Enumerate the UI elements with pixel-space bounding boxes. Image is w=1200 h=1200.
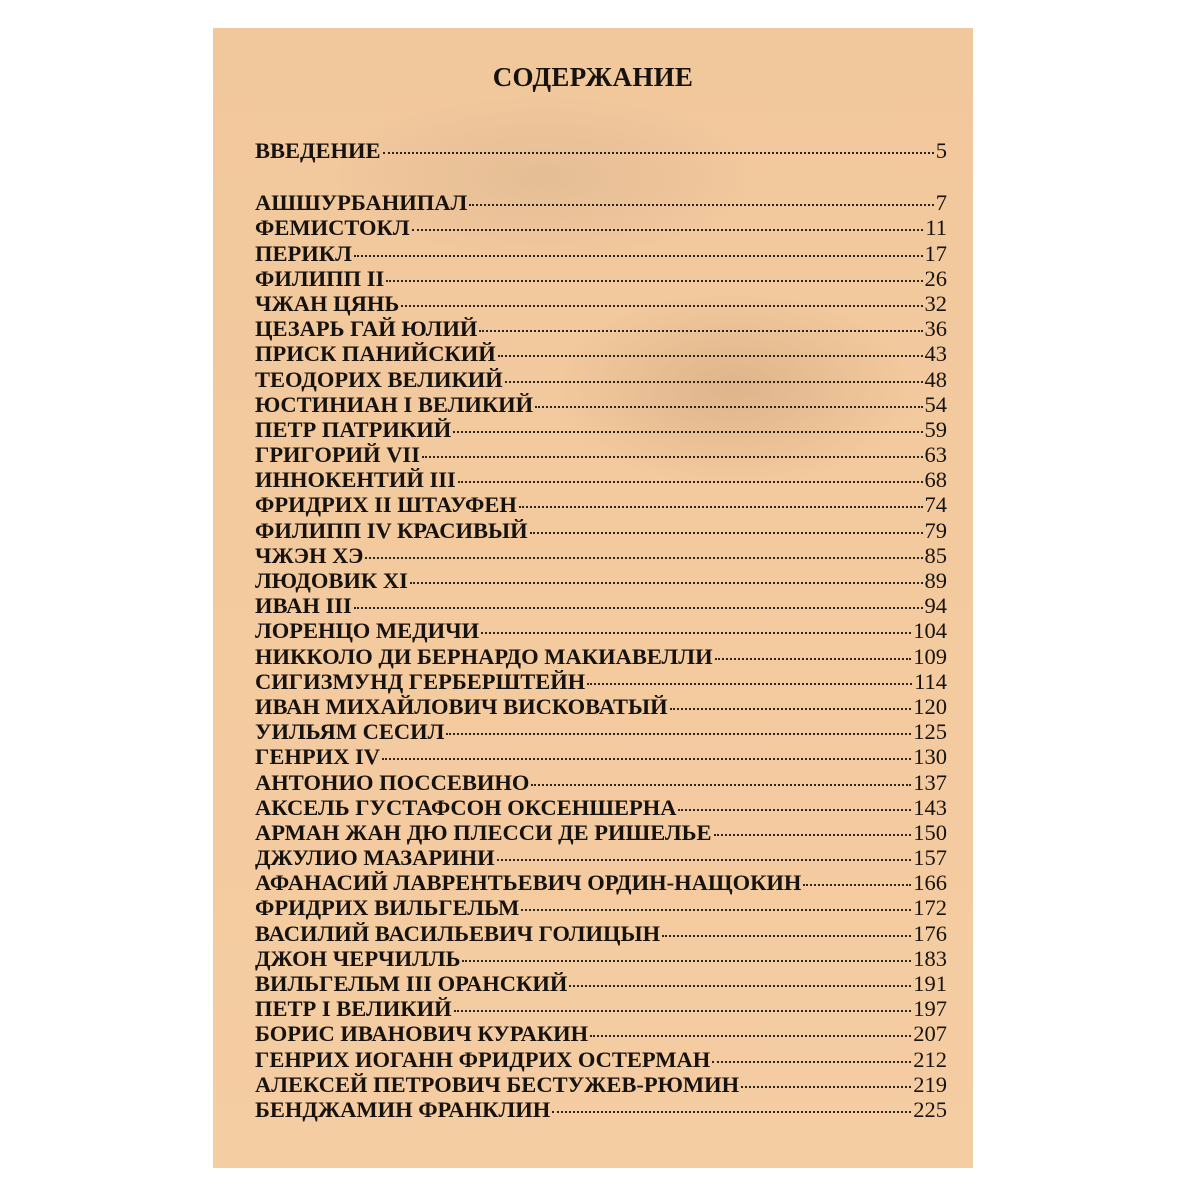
dot-leader (386, 280, 922, 282)
toc-entry-page-number: 63 (924, 442, 947, 468)
toc-entry (255, 870, 947, 895)
toc-entry (255, 593, 947, 618)
page-title: СОДЕРЖАНИЕ (492, 62, 694, 92)
toc-entry-label: АШШУРБАНИПАЛ (255, 190, 468, 216)
toc-entry-label: ФРИДРИХ II ШТАУФЕН (255, 492, 517, 518)
toc-entry (255, 1097, 947, 1122)
toc-entry (255, 795, 947, 820)
toc-entry-label: ИВАН МИХАЙЛОВИЧ ВИСКОВАТЫЙ (255, 693, 668, 719)
toc-entry (255, 467, 947, 492)
toc-entry-label: УИЛЬЯМ СЕСИЛ (255, 719, 445, 745)
toc-entry (255, 241, 947, 266)
dot-leader (412, 229, 924, 231)
dot-leader (715, 658, 912, 660)
toc-entry (255, 845, 947, 870)
toc-entry-page-number: 157 (913, 845, 947, 871)
toc-entry (255, 946, 947, 971)
toc-entry-label: ВИЛЬГЕЛЬМ III ОРАНСКИЙ (255, 971, 568, 996)
toc-entry (255, 442, 947, 467)
toc-entry-page-number: 150 (913, 819, 947, 845)
toc-entry-label: АРМАН ЖАН ДЮ ПЛЕССИ ДЕ РИШЕЛЬЕ (255, 819, 712, 845)
toc-entry-label: АФАНАСИЙ ЛАВРЕНТЬЕВИЧ ОРДИН-НАЩОКИН (255, 870, 802, 896)
dot-leader (497, 859, 912, 861)
toc-entry-page-number: 43 (924, 341, 947, 367)
dot-leader (521, 909, 911, 911)
toc-entry-label: ЮСТИНИАН I ВЕЛИКИЙ (255, 391, 534, 417)
toc-entry-label: НИККОЛО ДИ БЕРНАРДО МАКИАВЕЛЛИ (255, 643, 713, 669)
toc-entry-page-number: 48 (924, 366, 947, 392)
dot-leader (479, 330, 922, 332)
toc-entry-page-number: 74 (924, 492, 947, 518)
toc-entry-page-number: 183 (913, 945, 947, 971)
toc-entry (255, 518, 947, 543)
toc-entry-page-number: 143 (913, 794, 947, 820)
toc-entry-page-number: 120 (913, 693, 947, 719)
toc-entry (255, 1072, 947, 1097)
toc-entry-label: ПЕТР ПАТРИКИЙ (255, 416, 452, 442)
toc-entry-label: АКСЕЛЬ ГУСТАФСОН ОКСЕНШЕРНА (255, 794, 677, 820)
dot-leader (469, 204, 933, 206)
dot-leader (803, 884, 911, 886)
toc-entry-page-number: 36 (924, 316, 947, 342)
toc-entry-label: АНТОНИО ПОССЕВИНО (255, 769, 530, 795)
toc-entry-page-number: 11 (925, 215, 947, 241)
toc-entry-label: ИВАН III (255, 593, 352, 619)
toc-entry-page-number: 219 (913, 1071, 947, 1097)
toc-entry-label: АЛЕКСЕЙ ПЕТРОВИЧ БЕСТУЖЕВ-РЮМИН (255, 1071, 740, 1097)
dot-leader (741, 1086, 911, 1088)
toc-entry-page-number: 17 (924, 240, 947, 266)
toc-entry-page-number: 137 (913, 769, 947, 795)
toc-entry-label: ВВЕДЕНИЕ (255, 138, 381, 163)
toc-entry (255, 820, 947, 845)
toc-entry-page-number: 7 (935, 190, 947, 216)
toc-entry-label: ПЕРИКЛ (255, 240, 352, 266)
toc-entry (255, 618, 947, 643)
toc-entry-label: СИГИЗМУНД ГЕРБЕРШТЕЙН (255, 668, 586, 694)
toc-entry-page-number: 109 (913, 643, 947, 669)
toc-entry (255, 492, 947, 517)
toc-entry (255, 543, 947, 568)
dot-leader (505, 381, 923, 383)
toc-entry-page-number: 212 (913, 1046, 947, 1072)
dot-leader (454, 1010, 912, 1012)
toc-entry-page-number: 191 (913, 971, 947, 996)
toc-entry (255, 971, 947, 996)
dot-leader (569, 985, 911, 987)
toc-entry (255, 744, 947, 769)
dot-leader (530, 532, 923, 534)
toc-entry (255, 215, 947, 240)
dot-leader (678, 809, 911, 811)
toc-entry-page-number: 104 (913, 618, 947, 644)
dot-leader (422, 456, 923, 458)
dot-leader (462, 960, 911, 962)
dot-leader (401, 305, 922, 307)
toc-entry-page-number: 114 (914, 668, 947, 694)
toc-entry-label: ФЕМИСТОКЛ (255, 215, 410, 241)
toc-entry-label: ГРИГОРИЙ VII (255, 442, 420, 468)
toc-entry-label: ЦЕЗАРЬ ГАЙ ЮЛИЙ (255, 316, 478, 342)
dot-leader (383, 152, 934, 154)
dot-leader (354, 607, 923, 609)
toc-entry-label: ФРИДРИХ ВИЛЬГЕЛЬМ (255, 895, 520, 921)
toc-entry-page-number: 166 (913, 870, 947, 896)
toc-entry-page-number: 125 (913, 719, 947, 745)
toc-entry-label: ИННОКЕНТИЙ III (255, 467, 456, 493)
dot-leader (670, 708, 912, 710)
toc-entry-label: ГЕНРИХ ИОГАНН ФРИДРИХ ОСТЕРМАН (255, 1046, 711, 1072)
toc-entry-page-number: 32 (924, 290, 947, 316)
dot-leader (446, 733, 911, 735)
toc-entry-page-number: 79 (924, 517, 947, 543)
dot-leader (714, 834, 912, 836)
toc-entry (255, 921, 947, 946)
toc-entry (255, 996, 947, 1021)
toc-entry (255, 316, 947, 341)
toc-entry-label: ТЕОДОРИХ ВЕЛИКИЙ (255, 366, 503, 392)
toc-entry (255, 1047, 947, 1072)
dot-leader (531, 784, 911, 786)
toc-entry (255, 669, 947, 694)
toc-entry (255, 266, 947, 291)
toc-entry-label: ДЖУЛИО МАЗАРИНИ (255, 845, 495, 871)
toc-entry-page-number: 54 (924, 391, 947, 417)
toc-entry-label: ДЖОН ЧЕРЧИЛЛЬ (255, 945, 461, 971)
dot-leader (481, 632, 911, 634)
dot-leader (453, 431, 922, 433)
dot-leader (587, 683, 912, 685)
toc-entry (255, 895, 947, 920)
toc-entry (255, 138, 947, 163)
toc-entry-label: ЧЖАН ЦЯНЬ (255, 290, 400, 316)
dot-leader (662, 935, 911, 937)
toc-entry (255, 392, 947, 417)
dot-leader (519, 506, 923, 508)
toc-entry-page-number: 176 (913, 920, 947, 946)
toc-entry-label: ЛЮДОВИК XI (255, 568, 408, 593)
dot-leader (354, 255, 923, 257)
table-of-contents (255, 138, 947, 1122)
toc-entry (255, 719, 947, 744)
toc-entry (255, 367, 947, 392)
toc-entry-page-number: 172 (913, 895, 947, 921)
dot-leader (712, 1061, 911, 1063)
toc-entry-page-number: 94 (924, 593, 947, 619)
toc-entry (255, 694, 947, 719)
toc-entry (255, 417, 947, 442)
toc-entry-page-number: 85 (924, 542, 947, 568)
toc-entry-label: ЧЖЭН ХЭ (255, 542, 364, 568)
toc-entry-label: БОРИС ИВАНОВИЧ КУРАКИН (255, 1021, 589, 1047)
dot-leader (365, 557, 922, 559)
toc-entry-label: ЛОРЕНЦО МЕДИЧИ (255, 618, 480, 644)
toc-entry-label: БЕНДЖАМИН ФРАНКЛИН (255, 1096, 551, 1122)
toc-entry (255, 291, 947, 316)
toc-entry-page-number: 225 (913, 1096, 947, 1122)
toc-entry-label: ФИЛИПП IV КРАСИВЫЙ (255, 517, 528, 543)
dot-leader (410, 582, 923, 584)
toc-entry (255, 568, 947, 593)
toc-entry-page-number: 130 (913, 744, 947, 770)
toc-entry-label: ФИЛИПП II (255, 265, 385, 291)
toc-entry (255, 190, 947, 215)
toc-entry-page-number: 207 (913, 1021, 947, 1047)
book-page (213, 28, 973, 1168)
dot-leader (590, 1035, 911, 1037)
toc-entry-label: ПЕТР I ВЕЛИКИЙ (255, 996, 452, 1022)
toc-entry-page-number: 26 (924, 265, 947, 291)
toc-entry (255, 341, 947, 366)
dot-leader (382, 758, 911, 760)
toc-entry (255, 770, 947, 795)
dot-leader (498, 355, 923, 357)
toc-entry-page-number: 68 (924, 467, 947, 493)
dot-leader (458, 481, 923, 483)
toc-entry-page-number: 5 (935, 138, 947, 163)
dot-leader (535, 406, 922, 408)
toc-entry-page-number: 59 (924, 416, 947, 442)
toc-entry-label: ГЕНРИХ IV (255, 744, 380, 770)
toc-entry (255, 1021, 947, 1046)
toc-entry-page-number: 197 (913, 996, 947, 1022)
dot-leader (552, 1111, 911, 1113)
toc-entry-label: ВАСИЛИЙ ВАСИЛЬЕВИЧ ГОЛИЦЫН (255, 920, 661, 946)
toc-entry-label: ПРИСК ПАНИЙСКИЙ (255, 341, 496, 367)
toc-entry (255, 644, 947, 669)
toc-entry-page-number: 89 (924, 568, 947, 593)
